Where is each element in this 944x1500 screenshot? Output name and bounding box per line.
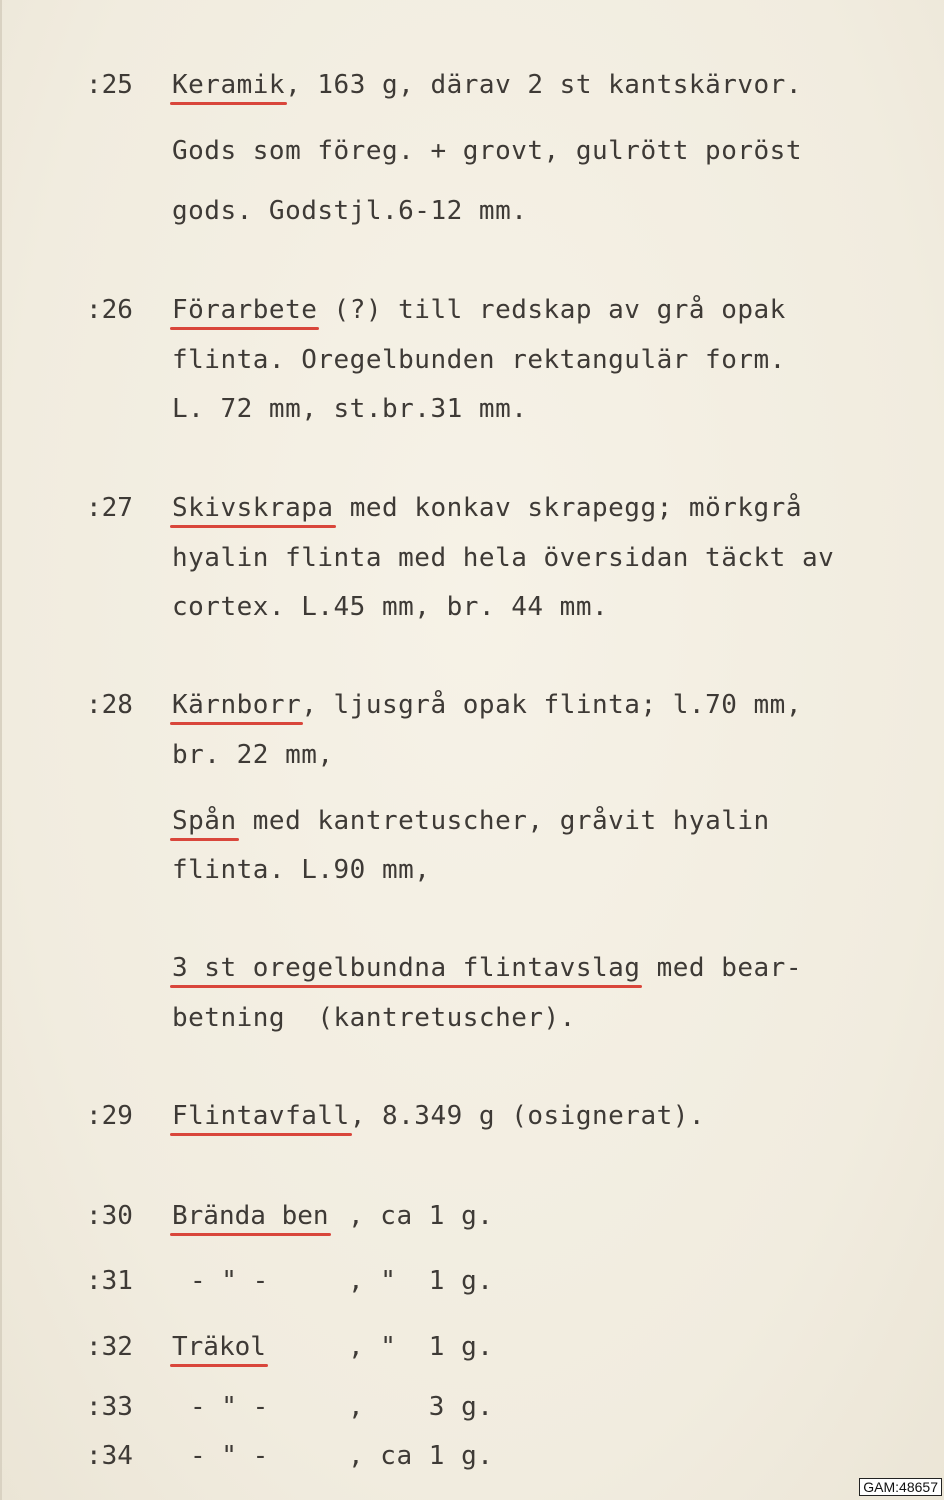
- entry-line: Gods som föreg. + grovt, gulrött poröst: [172, 136, 802, 166]
- entry-line: br. 22 mm,: [172, 740, 334, 770]
- entry-number: :27: [86, 493, 133, 523]
- underlined-term: Flintavfall: [172, 1101, 350, 1131]
- entry-line: hyalin flinta med hela översidan täckt av: [172, 543, 835, 573]
- weight-term: [172, 1201, 329, 1231]
- weight-term: [172, 1332, 266, 1362]
- entry-text: , 8.349 g (osignerat).: [349, 1101, 706, 1131]
- entry-line: L. 72 mm, st.br.31 mm.: [172, 394, 528, 424]
- underlined-term: Träkol: [172, 1332, 266, 1362]
- underlined-term: 3 st oregelbundna flintavslag: [172, 953, 641, 983]
- entry-first-line: [172, 1101, 705, 1131]
- weight-value: , 3 g.: [348, 1392, 494, 1422]
- flakes-line: [172, 953, 802, 983]
- underlined-term: Skivskrapa: [172, 493, 334, 523]
- entry-text: med bear-: [640, 953, 802, 983]
- entry-first-line: [172, 70, 802, 100]
- entry-number: :28: [86, 690, 133, 720]
- weight-value: , ca 1 g.: [348, 1441, 494, 1471]
- entry-text: , ljusgrå opak flinta; l.70 mm,: [301, 690, 802, 720]
- entry-number: :25: [86, 70, 133, 100]
- weight-term: - " -: [190, 1441, 269, 1471]
- entry-line: cortex. L.45 mm, br. 44 mm.: [172, 592, 609, 622]
- entry-first-line: [172, 295, 786, 325]
- underlined-term: Brända ben: [172, 1201, 329, 1231]
- underlined-term: Förarbete: [172, 295, 318, 325]
- archive-stamp: GAM:48657: [859, 1478, 942, 1496]
- span-line: [172, 806, 770, 836]
- entry-line: betning (kantretuscher).: [172, 1003, 576, 1033]
- entry-text: , 163 g, därav 2 st kantskärvor.: [285, 70, 802, 100]
- underlined-term: Spån: [172, 806, 237, 836]
- entry-number: :31: [86, 1266, 133, 1296]
- entry-text: (?) till redskap av grå opak: [317, 295, 786, 325]
- entry-number: :34: [86, 1441, 133, 1471]
- entry-line: flinta. L.90 mm,: [172, 855, 431, 885]
- weight-value: , " 1 g.: [348, 1266, 494, 1296]
- weight-term: - " -: [190, 1266, 269, 1296]
- entry-number: :26: [86, 295, 133, 325]
- weight-value: , ca 1 g.: [348, 1201, 494, 1231]
- entry-text: med konkav skrapegg; mörkgrå: [333, 493, 802, 523]
- entry-number: :32: [86, 1332, 133, 1362]
- entry-line: gods. Godstjl.6-12 mm.: [172, 196, 528, 226]
- weight-value: , " 1 g.: [348, 1332, 494, 1362]
- entry-line: flinta. Oregelbunden rektangulär form.: [172, 345, 786, 375]
- entry-first-line: [172, 690, 802, 720]
- entry-number: :30: [86, 1201, 133, 1231]
- entry-number: :29: [86, 1101, 133, 1131]
- weight-term: - " -: [190, 1392, 269, 1422]
- entry-first-line: [172, 493, 802, 523]
- entry-text: med kantretuscher, gråvit hyalin: [236, 806, 770, 836]
- underlined-term: Kärnborr: [172, 690, 302, 720]
- underlined-term: Keramik: [172, 70, 286, 100]
- entry-number: :33: [86, 1392, 133, 1422]
